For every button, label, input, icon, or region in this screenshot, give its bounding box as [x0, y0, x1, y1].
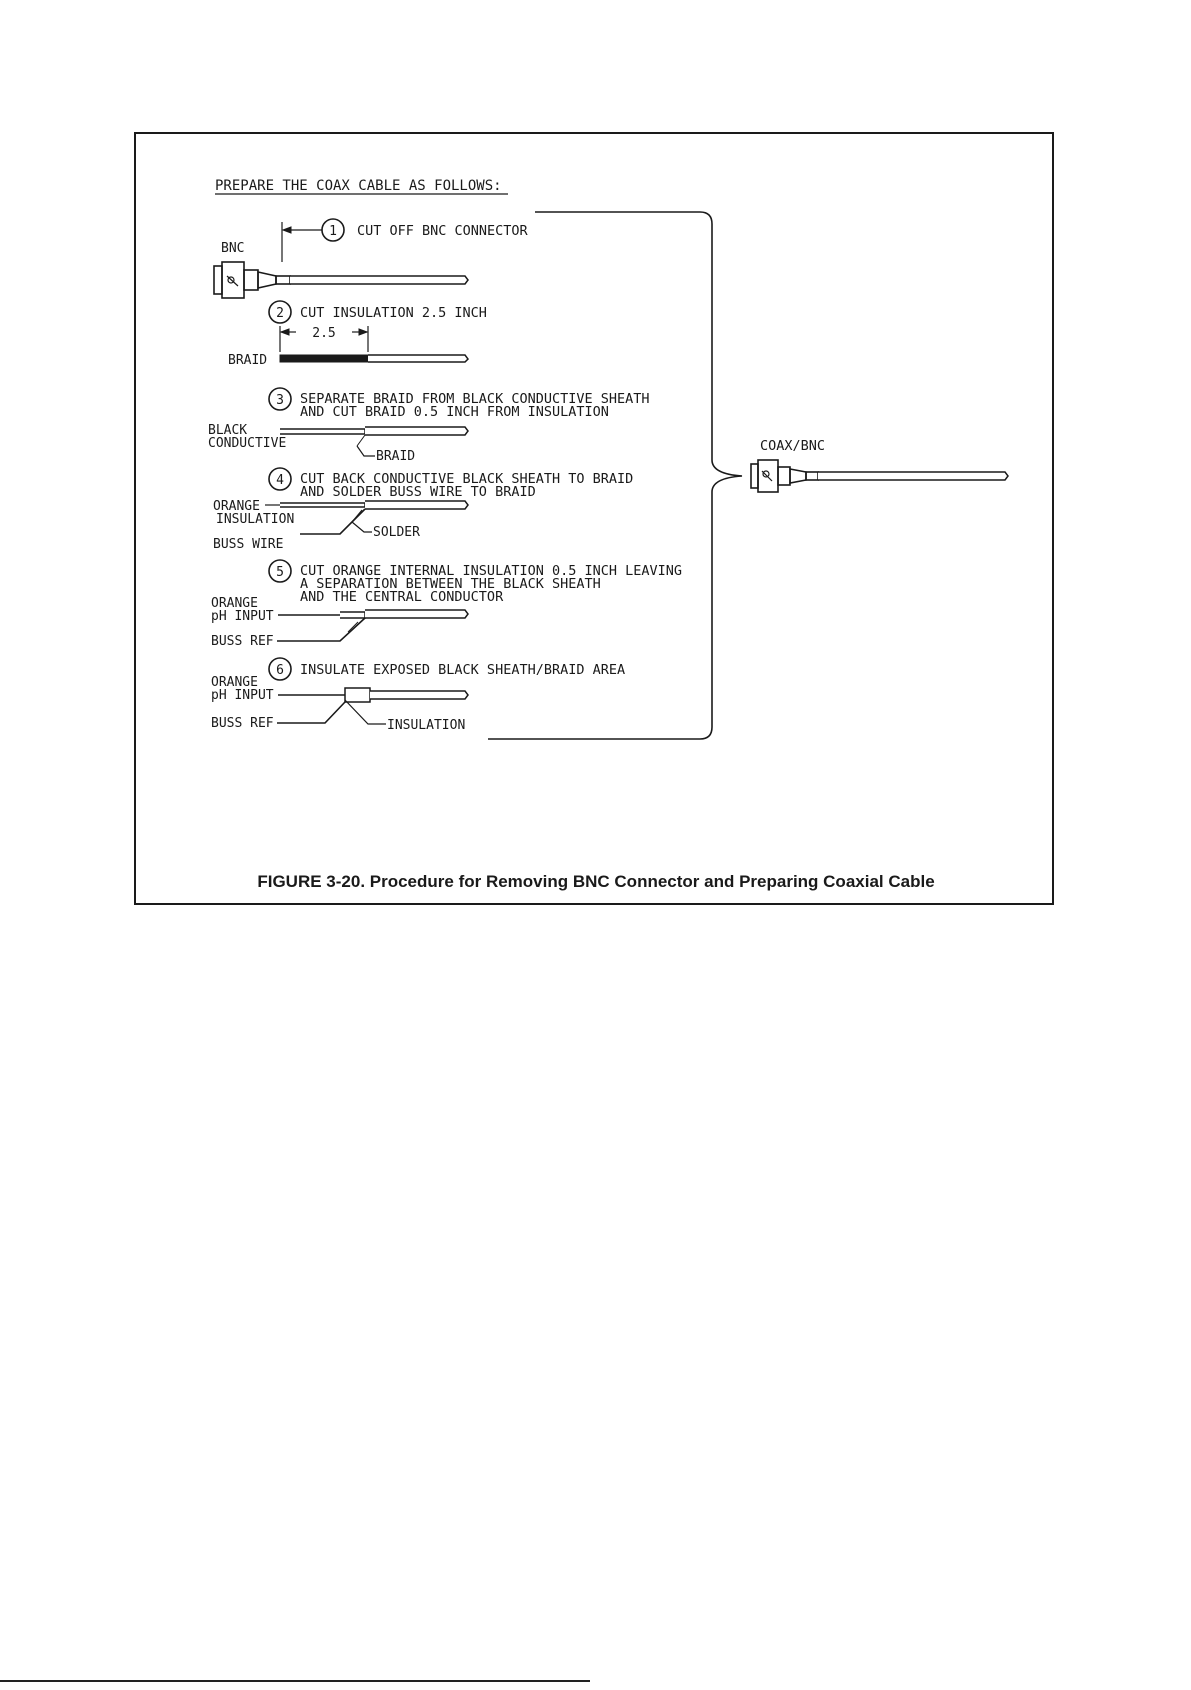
step-5-solder-joint [348, 622, 358, 632]
conductive-label: CONDUCTIVE [208, 436, 287, 451]
step-5-cable [365, 610, 468, 618]
step-4-cable [365, 501, 468, 509]
step-3-text-line-1: SEPARATE BRAID FROM BLACK CONDUCTIVE SHEATH [300, 391, 650, 407]
solder-leader [352, 522, 372, 532]
step-4-number: 4 [276, 473, 284, 488]
step-1-number: 1 [329, 224, 337, 239]
step-5-text-line-1: CUT ORANGE INTERNAL INSULATION 0.5 INCH LEAVING [300, 563, 683, 579]
dimension-2-5-label: 2.5 [312, 326, 336, 341]
step-5-text-line-3: AND THE CENTRAL CONDUCTOR [300, 589, 504, 605]
step-3-text-line-2: AND CUT BRAID 0.5 INCH FROM INSULATION [300, 404, 609, 420]
step-3-braid-leader [357, 446, 375, 456]
step-1-text: CUT OFF BNC CONNECTOR [357, 223, 528, 239]
step-2-text: CUT INSULATION 2.5 INCH [300, 305, 487, 321]
orange-label-step-5: ORANGE [211, 596, 258, 611]
step-4-buss-wire [300, 509, 365, 534]
step-4-orange-insulation [280, 503, 365, 507]
braid-label-step-2: BRAID [228, 353, 268, 368]
solder-label: SOLDER [373, 525, 420, 540]
black-label: BLACK [208, 423, 248, 438]
step-5-number: 5 [276, 565, 284, 580]
step-6-cable [370, 691, 468, 699]
coax-bnc-cable [818, 472, 1008, 480]
step-2-cable [368, 355, 468, 362]
step-5-orange-insulation [340, 612, 365, 618]
figure-heading: PREPARE THE COAX CABLE AS FOLLOWS: [215, 178, 502, 194]
orange-label-step-6: ORANGE [211, 675, 258, 690]
ph-input-label-step-5: pH INPUT [211, 609, 274, 624]
step-2-number: 2 [276, 306, 284, 321]
step-3-number: 3 [276, 393, 284, 408]
coax-bnc-connector-icon [751, 460, 818, 492]
step-6-buss-ref-wire [277, 702, 345, 723]
step-2-braid [280, 355, 368, 362]
insulation-label-step-4: INSULATION [216, 512, 295, 527]
buss-wire-label: BUSS WIRE [213, 537, 284, 552]
insulation-leader [345, 700, 386, 724]
braid-label-step-3: BRAID [376, 449, 416, 464]
step-6-insulation-sleeve [345, 688, 370, 702]
footer-rule [0, 1680, 590, 1682]
step-3-black-sheath [280, 429, 365, 434]
step-4-solder-joint [352, 510, 362, 522]
ph-input-label-step-6: pH INPUT [211, 688, 274, 703]
step-1-cable [290, 276, 468, 284]
orange-label-step-4: ORANGE [213, 499, 260, 514]
bnc-connector-icon [214, 262, 290, 298]
buss-ref-label-step-5: BUSS REF [211, 634, 274, 649]
step-5-text-line-2: A SEPARATION BETWEEN THE BLACK SHEATH [300, 576, 601, 592]
step-4-text-line-2: AND SOLDER BUSS WIRE TO BRAID [300, 484, 536, 500]
coax-bnc-label: COAX/BNC [760, 438, 826, 454]
buss-ref-label-step-6: BUSS REF [211, 716, 274, 731]
step-4-text-line-1: CUT BACK CONDUCTIVE BLACK SHEATH TO BRAID [300, 471, 634, 487]
step-6-number: 6 [276, 663, 284, 678]
step-5-buss-ref-wire [277, 618, 365, 641]
insulation-label-step-6: INSULATION [387, 718, 466, 733]
step-6-text: INSULATE EXPOSED BLACK SHEATH/BRAID AREA [300, 662, 626, 678]
step-3-cable [365, 427, 468, 435]
figure-caption: FIGURE 3-20. Procedure for Removing BNC Connector and Preparing Coaxial Cable [257, 872, 935, 891]
step-3-braid-strand [357, 435, 365, 446]
bnc-label: BNC [221, 241, 245, 256]
step-1-arrowhead [283, 227, 291, 233]
